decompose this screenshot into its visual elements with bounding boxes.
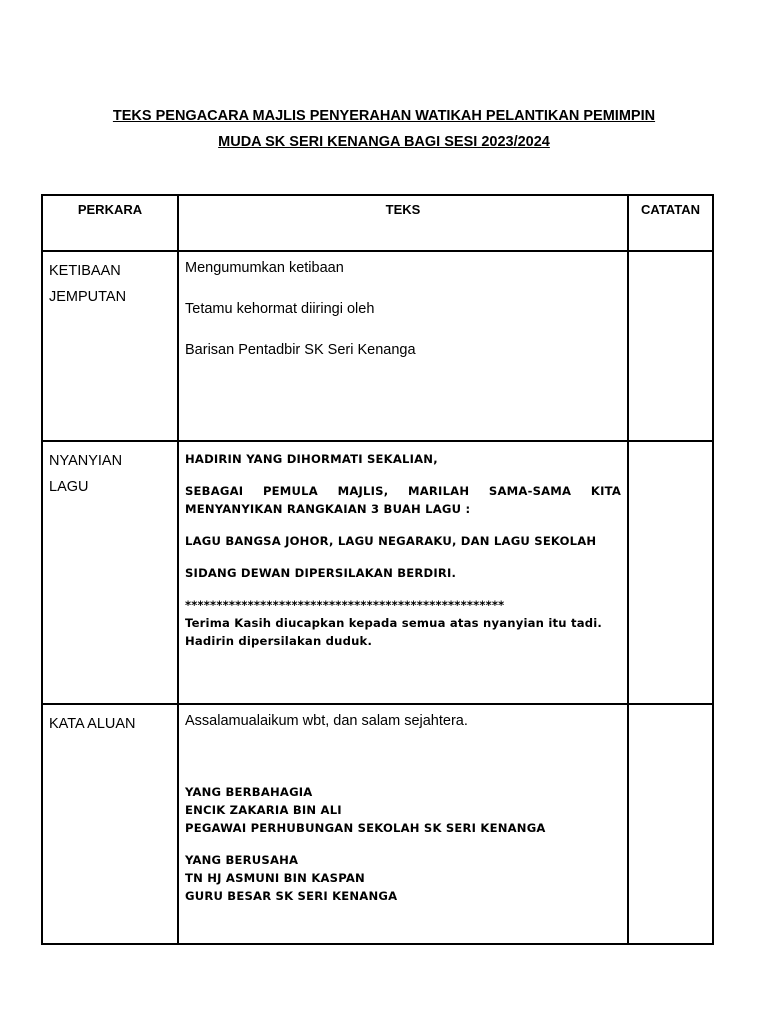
table-row	[42, 704, 713, 944]
teks-line: YANG BERBAHAGIA	[185, 785, 313, 799]
perkara-line: JEMPUTAN	[49, 289, 127, 305]
teks-line: HADIRIN YANG DIHORMATI SEKALIAN,	[185, 452, 438, 466]
teks-line: Barisan Pentadbir SK Seri Kenanga	[185, 342, 416, 358]
teks-line: LAGU BANGSA JOHOR, LAGU NEGARAKU, DAN LAGU SEKOLAH	[185, 534, 597, 548]
title-line-1: TEKS PENGACARA MAJLIS PENYERAHAN WATIKAH PELANTIKAN PEMIMPIN	[112, 108, 656, 124]
header-teks: TEKS	[178, 195, 628, 251]
teks-cell	[178, 704, 628, 944]
catatan-cell	[628, 441, 713, 704]
perkara-cell	[42, 441, 178, 704]
header-catatan: CATATAN	[628, 195, 713, 251]
teks-line: TN HJ ASMUNI BIN KASPAN	[185, 871, 365, 885]
teks-line: SIDANG DEWAN DIPERSILAKAN BERDIRI.	[185, 566, 457, 580]
teks-line: SEBAGAI PEMULA MAJLIS, MARILAH SAMA-SAMA KITA MENYANYIKAN RANGKAIAN 3 BUAH LAGU :	[185, 484, 621, 516]
teks-line: Hadirin dipersilakan duduk.	[185, 634, 373, 648]
teks-line: Assalamualaikum wbt, dan salam sejahtera.	[185, 713, 468, 729]
teks-line: Terima Kasih diucapkan kepada semua atas nyanyian itu tadi.	[185, 616, 602, 630]
perkara-cell	[42, 704, 178, 944]
title-line-2: MUDA SK SERI KENANGA BAGI SESI 2023/2024	[218, 134, 550, 150]
document-title	[0, 103, 768, 155]
table-row	[42, 251, 713, 441]
perkara-cell	[42, 251, 178, 441]
catatan-cell	[628, 704, 713, 944]
teks-line: Tetamu kehormat diiringi oleh	[185, 301, 375, 317]
header-perkara: PERKARA	[42, 195, 178, 251]
teks-line: ENCIK ZAKARIA BIN ALI	[185, 803, 342, 817]
teks-line: PEGAWAI PERHUBUNGAN SEKOLAH SK SERI KENANGA	[185, 821, 546, 835]
perkara-line: KATA ALUAN	[49, 716, 136, 732]
perkara-line: KETIBAAN	[49, 263, 121, 279]
catatan-cell	[628, 251, 713, 441]
perkara-line: NYANYIAN	[49, 453, 123, 469]
table-row	[42, 441, 713, 704]
teks-line: Mengumumkan ketibaan	[185, 260, 344, 276]
program-table	[41, 194, 714, 945]
teks-line: GURU BESAR SK SERI KENANGA	[185, 889, 398, 903]
separator-stars: ***************************************************	[185, 598, 505, 612]
table-header-row	[42, 195, 713, 251]
teks-cell	[178, 441, 628, 704]
teks-line: YANG BERUSAHA	[185, 853, 299, 867]
teks-cell	[178, 251, 628, 441]
perkara-line: LAGU	[49, 479, 89, 495]
